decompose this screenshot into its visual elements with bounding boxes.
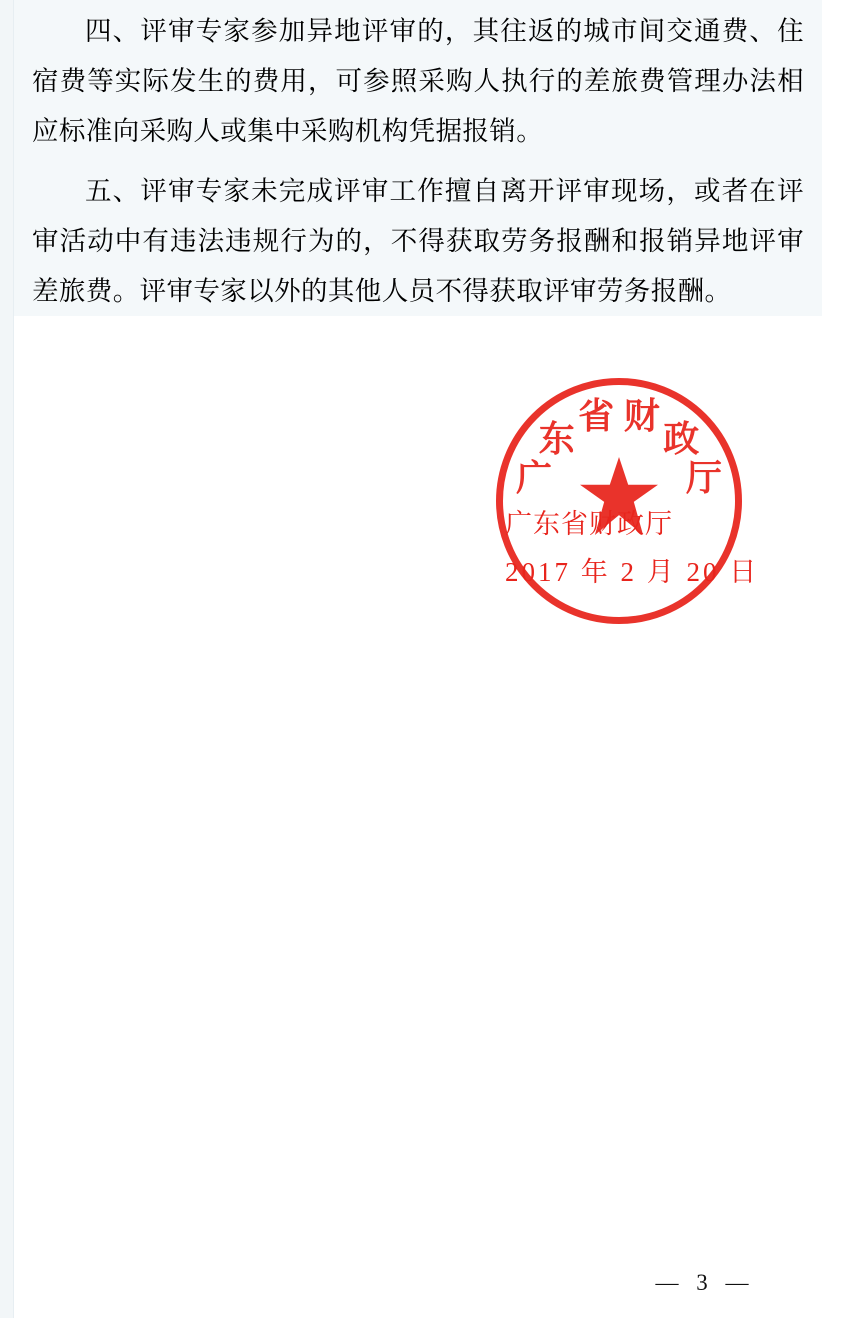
scan-edge-stripe [0, 0, 14, 1318]
seal-char-1: 广 [515, 458, 552, 499]
signature-issuer: 广东省财政厅 [505, 509, 673, 539]
seal-char-3: 省 [578, 395, 615, 436]
seal-char-4: 财 [623, 395, 660, 436]
signature-area [0, 360, 850, 640]
seal-char-6: 厅 [685, 458, 723, 499]
signature-block [505, 500, 805, 596]
seal-char-2: 东 [538, 418, 575, 459]
paragraph-four: 四、评审专家参加异地评审的，其往返的城市间交通费、住宿费等实际发生的费用，可参照采购人执行的差旅费管理办法相应标准向采购人或集中采购机构凭据报销。 [32, 16, 804, 146]
paragraph-five: 五、评审专家未完成评审工作擅自离开评审现场，或者在评审活动中有违法违规行为的，不得获取劳务报酬和报销异地评审差旅费。评审专家以外的其他人员不得获取评审劳务报酬。 [32, 176, 804, 306]
signature-date: 2017 年 2 月 20 日 [505, 557, 760, 587]
page-number: — 3 — [655, 1270, 755, 1295]
document-body [14, 0, 822, 316]
seal-char-5: 政 [663, 418, 700, 459]
